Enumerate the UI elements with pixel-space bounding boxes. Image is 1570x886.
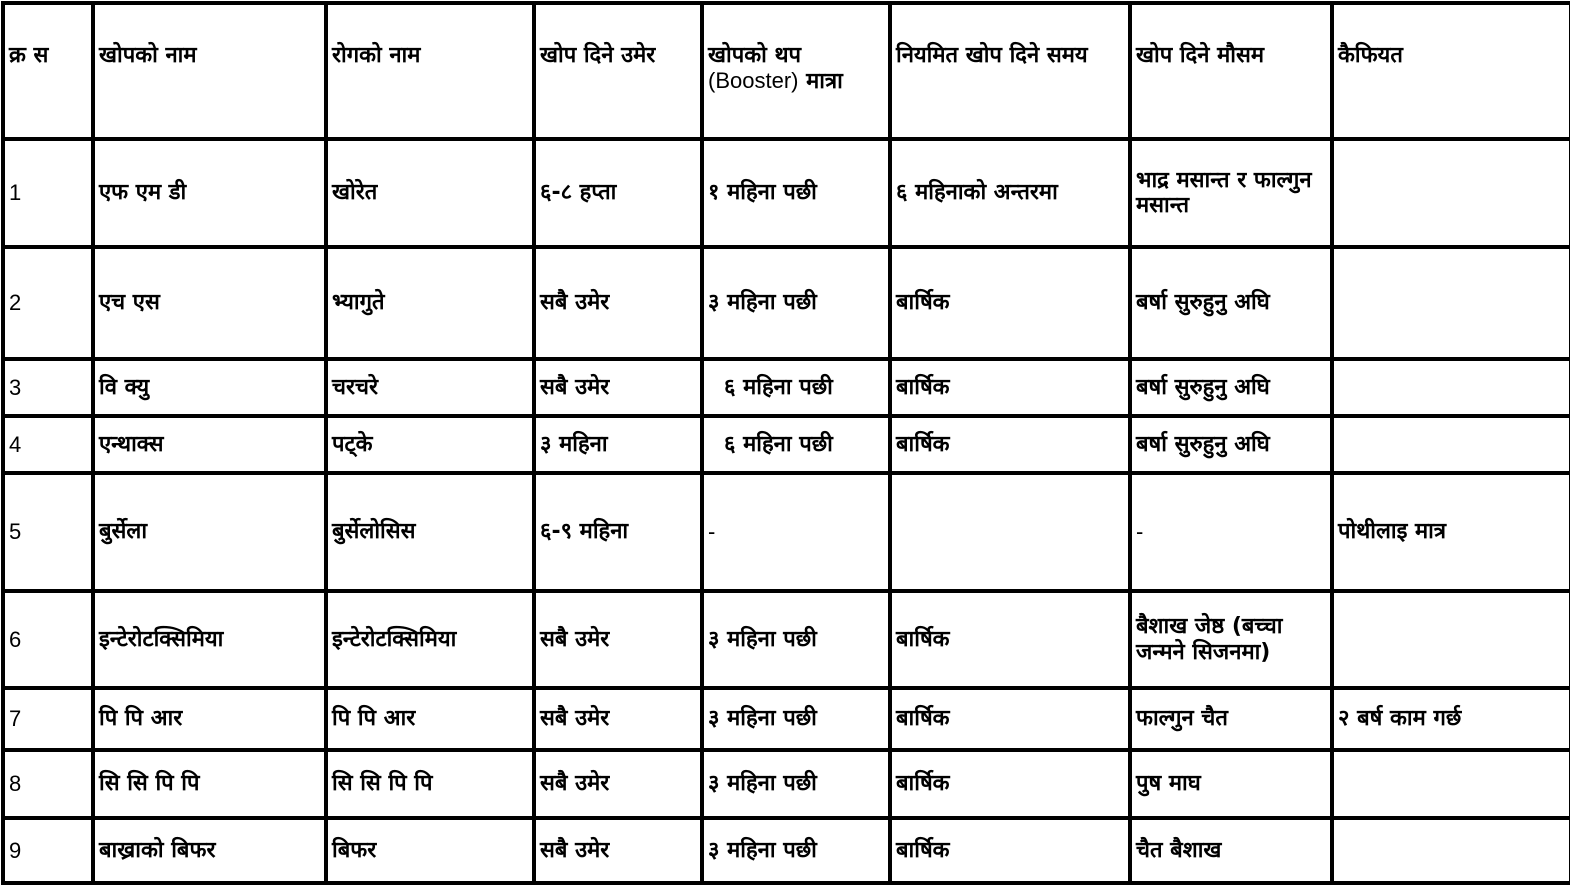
cell-vaccination-age: ६-९ महिना bbox=[534, 473, 702, 591]
cell-vaccination-season: भाद्र मसान्त र फाल्गुन मसान्त bbox=[1130, 139, 1332, 247]
cell-regular-interval: बार्षिक bbox=[890, 688, 1130, 750]
header-booster-latin: (Booster) bbox=[708, 68, 799, 94]
cell-vaccine-name: एन्थाक्स bbox=[93, 416, 326, 473]
cell-vaccination-age: सबै उमेर bbox=[534, 359, 702, 416]
cell-disease-name: पि पि आर bbox=[326, 688, 534, 750]
cell-serial: 5 bbox=[3, 473, 93, 591]
cell-vaccine-name: इन्टेरोटक्सिमिया bbox=[93, 591, 326, 688]
cell-vaccination-age: सबै उमेर bbox=[534, 750, 702, 818]
table-row bbox=[3, 818, 1570, 883]
cell-vaccination-age: ६-८ हप्ता bbox=[534, 139, 702, 247]
cell-serial: 1 bbox=[3, 139, 93, 247]
cell-regular-interval: बार्षिक bbox=[890, 416, 1130, 473]
cell-serial: 8 bbox=[3, 750, 93, 818]
vaccination-schedule-table bbox=[1, 1, 1570, 885]
cell-vaccine-name: बुर्सेला bbox=[93, 473, 326, 591]
cell-booster-dose: १ महिना पछी bbox=[702, 139, 890, 247]
table-row bbox=[3, 688, 1570, 750]
cell-serial: 7 bbox=[3, 688, 93, 750]
cell-remarks bbox=[1332, 139, 1570, 247]
cell-disease-name: बुर्सेलोसिस bbox=[326, 473, 534, 591]
cell-disease-name: बिफर bbox=[326, 818, 534, 883]
cell-remarks bbox=[1332, 818, 1570, 883]
cell-booster-dose: - bbox=[702, 473, 890, 591]
cell-regular-interval: बार्षिक bbox=[890, 591, 1130, 688]
cell-vaccination-season: - bbox=[1130, 473, 1332, 591]
cell-vaccination-season: बैशाख जेष्ठ (बच्चा जन्मने सिजनमा) bbox=[1130, 591, 1332, 688]
header-booster-dose bbox=[702, 3, 890, 139]
cell-disease-name: सि सि पि पि bbox=[326, 750, 534, 818]
cell-regular-interval: बार्षिक bbox=[890, 359, 1130, 416]
table-row bbox=[3, 473, 1570, 591]
cell-serial: 9 bbox=[3, 818, 93, 883]
cell-disease-name: खोरेत bbox=[326, 139, 534, 247]
header-booster-line2 bbox=[708, 68, 884, 94]
cell-remarks bbox=[1332, 750, 1570, 818]
cell-booster-dose: ३ महिना पछी bbox=[702, 247, 890, 359]
header-vaccination-age: खोप दिने उमेर bbox=[534, 3, 702, 139]
cell-regular-interval: बार्षिक bbox=[890, 818, 1130, 883]
cell-vaccination-age: सबै उमेर bbox=[534, 247, 702, 359]
cell-vaccine-name: वि क्यु bbox=[93, 359, 326, 416]
cell-vaccine-name: एच एस bbox=[93, 247, 326, 359]
cell-serial: 6 bbox=[3, 591, 93, 688]
cell-vaccination-season: फाल्गुन चैत bbox=[1130, 688, 1332, 750]
cell-vaccination-season: चैत बैशाख bbox=[1130, 818, 1332, 883]
header-disease-name: रोगको नाम bbox=[326, 3, 534, 139]
cell-vaccination-season: बर्षा सुरुहुनु अघि bbox=[1130, 359, 1332, 416]
cell-vaccination-season: बर्षा सुरुहुनु अघि bbox=[1130, 247, 1332, 359]
header-booster-after: मात्रा bbox=[806, 69, 843, 95]
cell-vaccination-age: सबै उमेर bbox=[534, 688, 702, 750]
cell-vaccine-name: पि पि आर bbox=[93, 688, 326, 750]
cell-remarks bbox=[1332, 359, 1570, 416]
cell-remarks: २ बर्ष काम गर्छ bbox=[1332, 688, 1570, 750]
cell-serial: 3 bbox=[3, 359, 93, 416]
cell-vaccine-name: सि सि पि पि bbox=[93, 750, 326, 818]
cell-vaccination-age: ३ महिना bbox=[534, 416, 702, 473]
cell-remarks bbox=[1332, 416, 1570, 473]
header-regular-interval: नियमित खोप दिने समय bbox=[890, 3, 1130, 139]
table-row bbox=[3, 139, 1570, 247]
table-row bbox=[3, 416, 1570, 473]
cell-serial: 2 bbox=[3, 247, 93, 359]
table-row bbox=[3, 591, 1570, 688]
cell-remarks bbox=[1332, 247, 1570, 359]
table-row bbox=[3, 359, 1570, 416]
cell-vaccination-age: सबै उमेर bbox=[534, 818, 702, 883]
header-row bbox=[3, 3, 1570, 139]
cell-regular-interval: बार्षिक bbox=[890, 247, 1130, 359]
cell-booster-dose: ३ महिना पछी bbox=[702, 750, 890, 818]
cell-regular-interval: बार्षिक bbox=[890, 750, 1130, 818]
header-remarks: कैफियत bbox=[1332, 3, 1570, 139]
cell-remarks: पोथीलाइ मात्र bbox=[1332, 473, 1570, 591]
table-row bbox=[3, 247, 1570, 359]
table-row bbox=[3, 750, 1570, 818]
cell-regular-interval: ६ महिनाको अन्तरमा bbox=[890, 139, 1130, 247]
cell-serial: 4 bbox=[3, 416, 93, 473]
cell-booster-dose: ३ महिना पछी bbox=[702, 688, 890, 750]
header-serial: क्र स bbox=[3, 3, 93, 139]
cell-vaccination-season: पुष माघ bbox=[1130, 750, 1332, 818]
cell-disease-name: चरचरे bbox=[326, 359, 534, 416]
cell-disease-name: इन्टेरोटक्सिमिया bbox=[326, 591, 534, 688]
header-vaccine-name: खोपको नाम bbox=[93, 3, 326, 139]
cell-disease-name: पट्के bbox=[326, 416, 534, 473]
cell-disease-name: भ्यागुते bbox=[326, 247, 534, 359]
cell-booster-dose: ३ महिना पछी bbox=[702, 591, 890, 688]
cell-regular-interval bbox=[890, 473, 1130, 591]
cell-vaccine-name: बाख्राको बिफर bbox=[93, 818, 326, 883]
cell-booster-dose: ३ महिना पछी bbox=[702, 818, 890, 883]
cell-vaccination-season: बर्षा सुरुहुनु अघि bbox=[1130, 416, 1332, 473]
cell-booster-dose: ६ महिना पछी bbox=[702, 416, 890, 473]
cell-vaccination-age: सबै उमेर bbox=[534, 591, 702, 688]
header-vaccination-season: खोप दिने मौसम bbox=[1130, 3, 1332, 139]
header-booster-line1: खोपको थप bbox=[708, 43, 801, 68]
cell-remarks bbox=[1332, 591, 1570, 688]
cell-vaccine-name: एफ एम डी bbox=[93, 139, 326, 247]
cell-booster-dose: ६ महिना पछी bbox=[702, 359, 890, 416]
